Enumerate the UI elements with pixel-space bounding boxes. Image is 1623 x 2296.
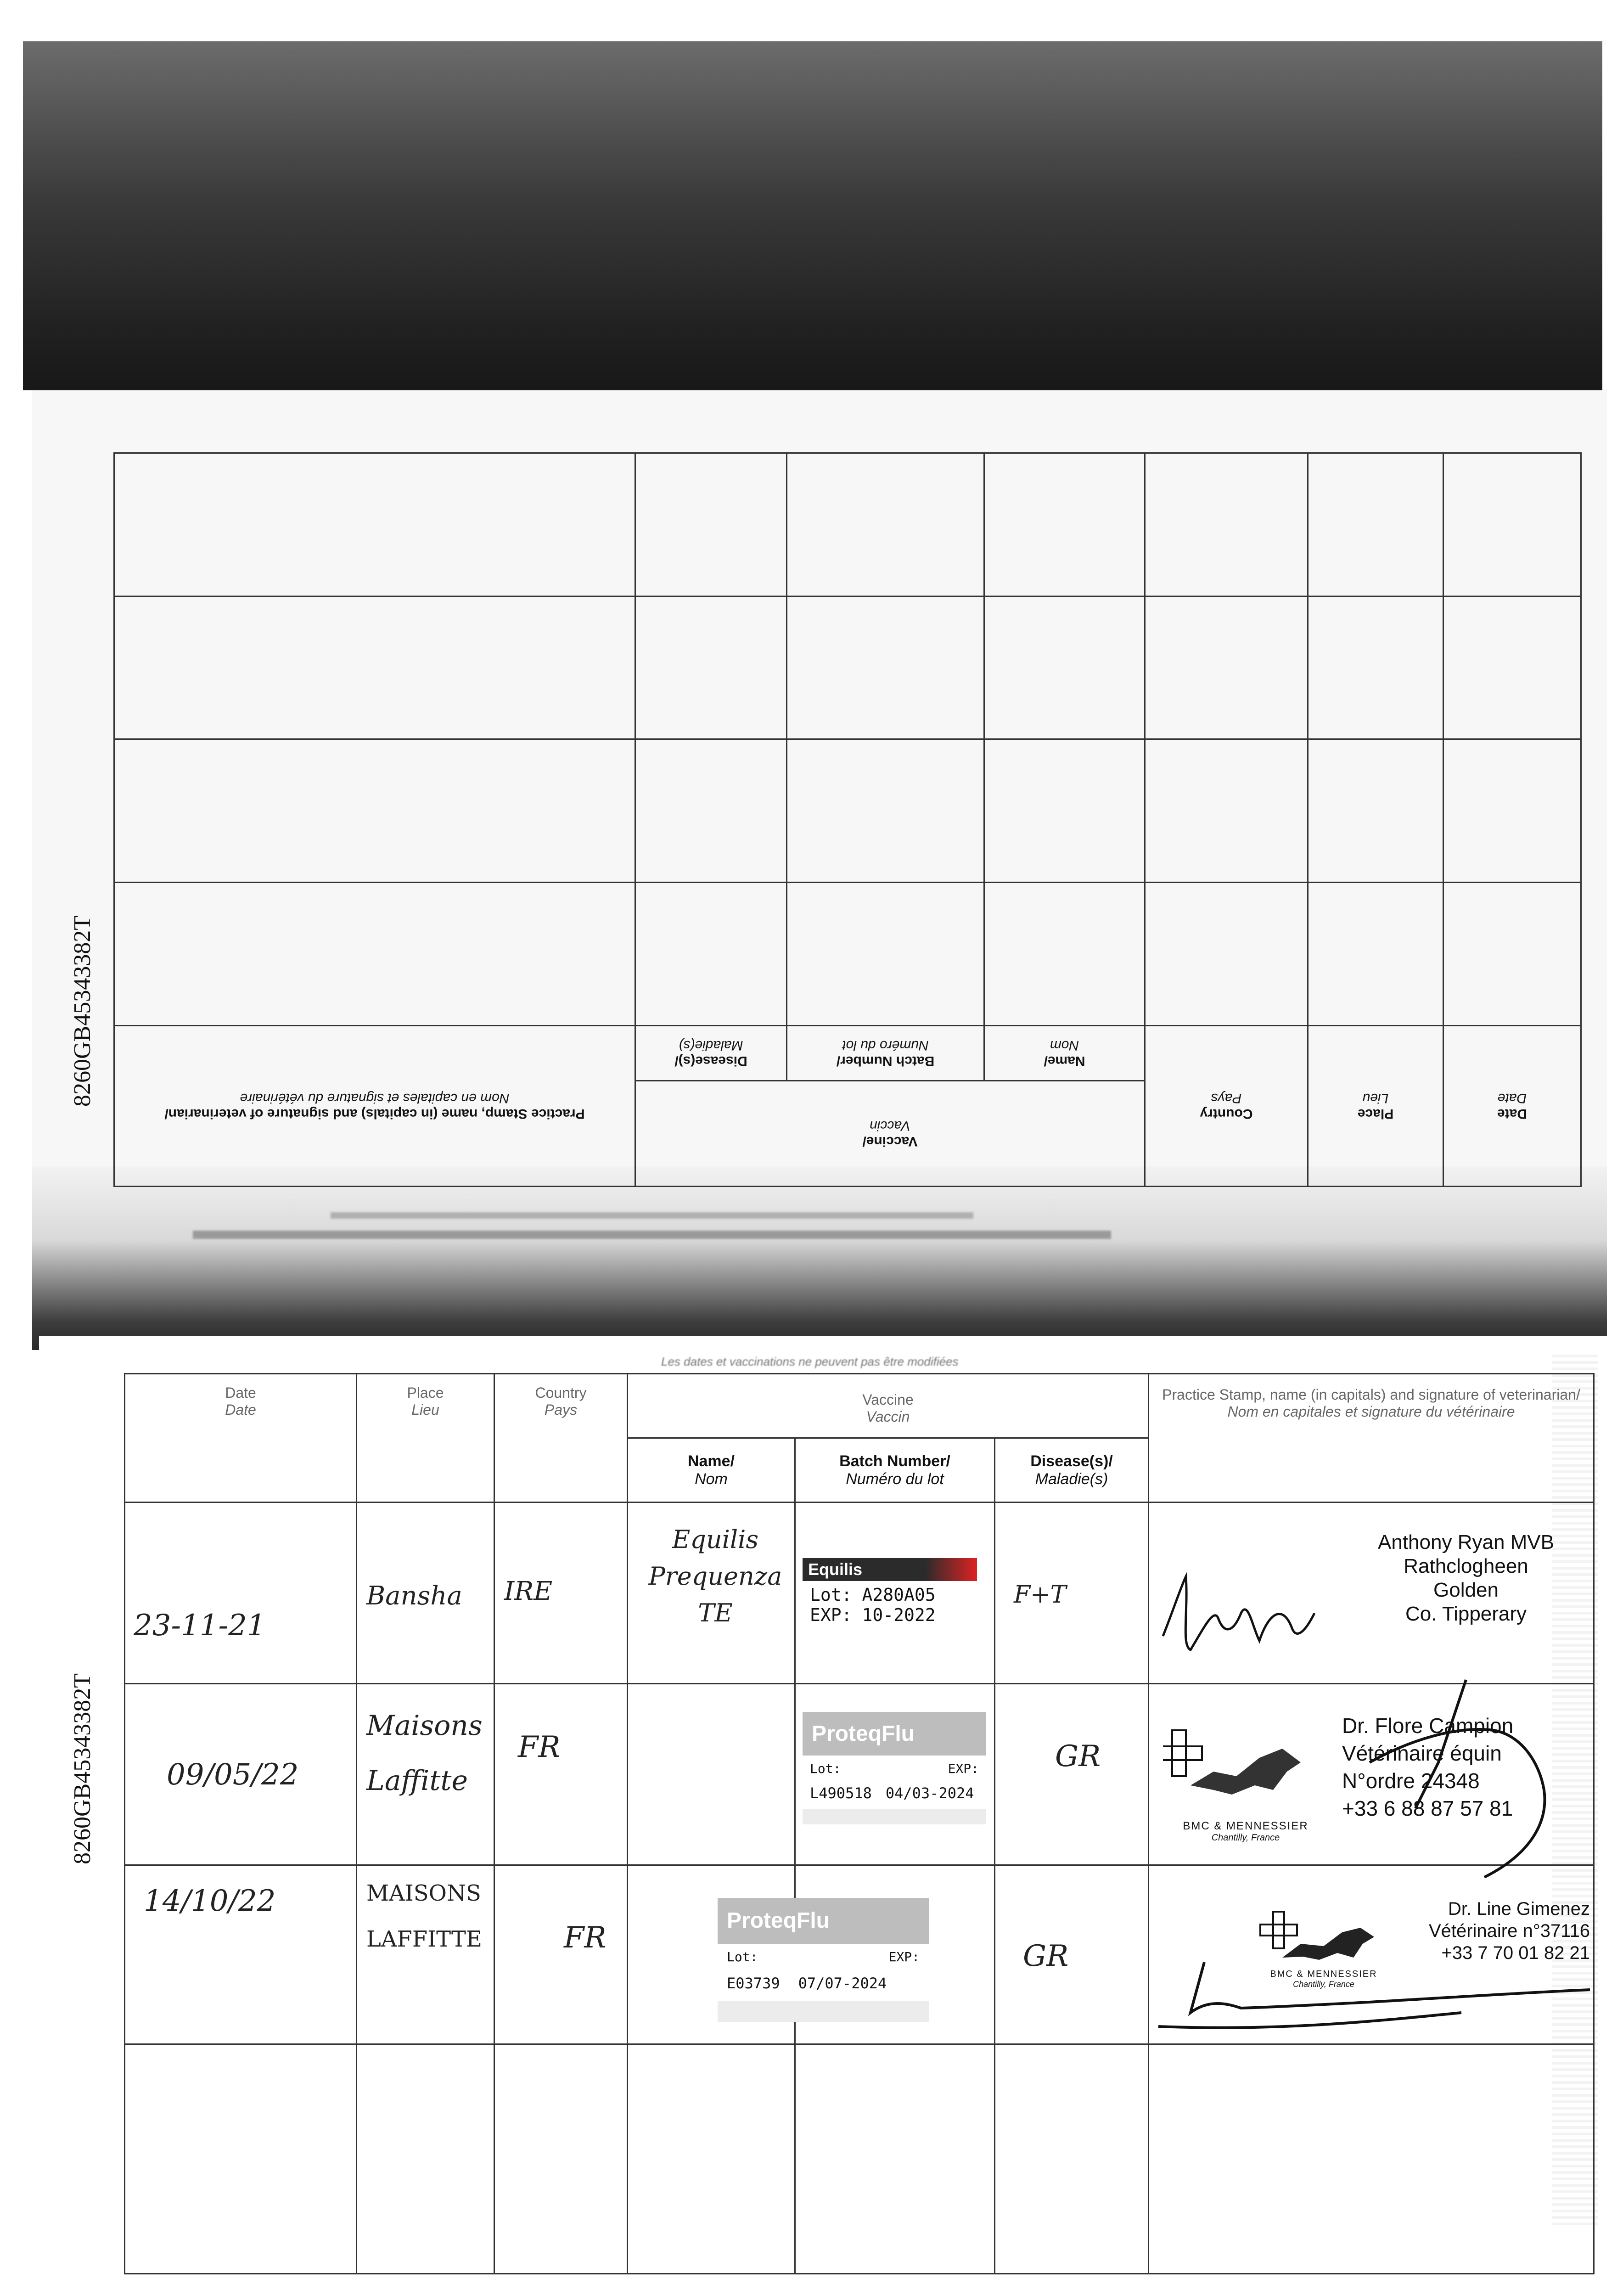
country-value: FR xyxy=(518,1730,561,1764)
exp-label: EXP: xyxy=(810,1605,852,1625)
table-row xyxy=(125,1503,1594,1684)
proteqflu-vaccine-label xyxy=(803,1712,986,1824)
lower-table-caption: Les dates et vaccinations ne peuvent pas être modifiées xyxy=(661,1355,959,1368)
place-value: Bansha xyxy=(366,1581,462,1611)
exp-label: EXP: xyxy=(948,1761,979,1776)
date-value: 14/10/22 xyxy=(144,1884,276,1918)
upper-empty-row xyxy=(114,453,1581,597)
stamp-brand: BMC & MENNESSIER xyxy=(1183,1820,1309,1832)
vaccine-name-value: Equilis Prequenza TE xyxy=(648,1525,782,1627)
batch-cell xyxy=(727,1865,995,2044)
lot-value: E03739 xyxy=(727,1975,780,1992)
country-value: IRE xyxy=(504,1576,553,1606)
batch-number-header: Batch Number/ Numéro du lot xyxy=(795,1438,995,1503)
page-spine xyxy=(32,1166,1607,1350)
exp-value: 04/03-2024 xyxy=(885,1784,974,1802)
exp-value: 07/07-2024 xyxy=(798,1975,887,1992)
upper-disease-header: Disease(s)/ Maladie(s) xyxy=(635,1026,787,1081)
label-brand: ProteqFlu xyxy=(718,1898,929,1944)
upper-date-header: Date Date xyxy=(1443,1026,1581,1187)
country-cell xyxy=(494,1503,628,1684)
lot-label: Lot: xyxy=(727,1949,758,1964)
disease-value: GR xyxy=(1055,1739,1101,1773)
place-cell xyxy=(357,1865,494,2044)
upper-header-row xyxy=(114,1081,1581,1187)
stamp-line: Dr. Flore Campion xyxy=(1342,1714,1514,1738)
place-header: Place Lieu xyxy=(357,1374,494,1503)
stamp-line: Vétérinaire équin xyxy=(1342,1741,1502,1765)
date-cell xyxy=(125,1865,357,2044)
lot-label: Lot: xyxy=(810,1585,852,1605)
equilis-vaccine-label xyxy=(803,1558,977,1627)
date-value: 23-11-21 xyxy=(134,1609,266,1643)
lot-value: L490518 xyxy=(810,1784,872,1802)
date-value: 09/05/22 xyxy=(167,1758,299,1792)
place-cell xyxy=(357,1684,494,1865)
lower-vaccination-table xyxy=(124,1373,1593,2274)
table-row xyxy=(125,2044,1594,2274)
vaccine-name-cell xyxy=(628,1503,795,1684)
upper-empty-row xyxy=(114,739,1581,883)
passport-id-lower: 8260GB45343382T xyxy=(69,1673,95,1864)
exp-label: EXP: xyxy=(888,1949,920,1964)
upper-empty-row xyxy=(114,596,1581,739)
batch-cell xyxy=(795,1684,995,1865)
proteqflu-vaccine-label xyxy=(718,1898,929,2022)
stamp-line: Co. Tipperary xyxy=(1405,1603,1527,1625)
country-value: FR xyxy=(564,1921,607,1955)
vaccine-name-header: Name/ Nom xyxy=(628,1438,795,1503)
date-header: Date Date xyxy=(125,1374,357,1503)
disease-cell xyxy=(995,1865,1149,2044)
scanner-shadow xyxy=(23,41,1602,390)
country-cell xyxy=(494,1865,628,2044)
upper-country-header: Country Pays xyxy=(1145,1026,1308,1187)
stamp-header: Practice Stamp, name (in capitals) and signature of veterinarian/ Nom en capitales et signature du vétérinaire xyxy=(1149,1374,1594,1503)
vaccine-name-cell xyxy=(628,1684,795,1865)
place-cell xyxy=(357,1503,494,1684)
stamp-line: +33 6 88 87 57 81 xyxy=(1342,1796,1513,1820)
vet-stamp-ryan xyxy=(1342,1531,1590,1626)
label-brand: ProteqFlu xyxy=(803,1712,986,1756)
stamp-line: Rathclogheen xyxy=(1404,1555,1528,1577)
veterinarian-signature xyxy=(1154,1558,1347,1668)
stamp-line: N°ordre 24348 xyxy=(1342,1769,1480,1793)
vaccine-header: Vaccine Vaccin xyxy=(628,1374,1149,1438)
lot-label: Lot: xyxy=(810,1761,841,1776)
upper-name-header: Name/ Nom xyxy=(984,1026,1145,1081)
disease-cell xyxy=(995,1684,1149,1865)
stamp-line: Anthony Ryan MVB xyxy=(1378,1531,1554,1553)
upper-vaccination-table xyxy=(115,452,1582,1187)
disease-cell xyxy=(995,1503,1149,1684)
upper-batch-header: Batch Number/ Numéro du lot xyxy=(787,1026,984,1081)
upper-footnote-blur xyxy=(193,1212,1111,1239)
veterinarian-signature xyxy=(1264,1671,1585,1886)
place-value: Maisons Laffitte xyxy=(366,1710,483,1797)
country-cell xyxy=(494,1684,628,1865)
label-brand: Equilis xyxy=(803,1558,977,1581)
stamp-city: Chantilly, France xyxy=(1293,1980,1354,1989)
stamp-city: Chantilly, France xyxy=(1211,1833,1280,1843)
stamp-line: Dr. Line Gimenez xyxy=(1448,1899,1590,1919)
stamp-line: Vétérinaire n°37116 xyxy=(1428,1921,1590,1941)
table-row xyxy=(125,1684,1594,1865)
stamp-cell xyxy=(1149,1684,1594,1865)
place-value: MAISONS LAFFITTE xyxy=(366,1880,483,1952)
stamp-line: +33 7 70 01 82 21 xyxy=(1441,1943,1590,1963)
stamp-line: Golden xyxy=(1433,1579,1499,1601)
stamp-cell xyxy=(1149,1865,1594,2044)
upper-stamp-header: Practice Stamp, name (in capitals) and signature of veterinarian/ Nom en capitales et signature du vétérinaire xyxy=(114,1026,635,1187)
upper-place-header: Place Lieu xyxy=(1308,1026,1443,1187)
date-cell xyxy=(125,1684,357,1865)
batch-cell xyxy=(795,1503,995,1684)
upper-vaccine-header: Vaccine/ Vaccin xyxy=(635,1081,1145,1187)
lot-value: A280A05 xyxy=(862,1585,936,1605)
stamp-cell xyxy=(1149,1503,1594,1684)
country-header: Country Pays xyxy=(494,1374,628,1503)
table-row xyxy=(125,1865,1594,2044)
upper-empty-row xyxy=(114,883,1581,1026)
passport-id-upper: 8260GB45343382T xyxy=(69,916,95,1107)
exp-value: 10-2022 xyxy=(862,1605,936,1625)
date-cell xyxy=(125,1503,357,1684)
stamp-brand: BMC & MENNESSIER xyxy=(1270,1969,1377,1979)
veterinarian-signature xyxy=(1140,1935,1595,2040)
disease-value: GR xyxy=(1023,1939,1069,1973)
disease-header: Disease(s)/ Maladie(s) xyxy=(995,1438,1149,1503)
disease-value: F+T xyxy=(1014,1581,1067,1609)
